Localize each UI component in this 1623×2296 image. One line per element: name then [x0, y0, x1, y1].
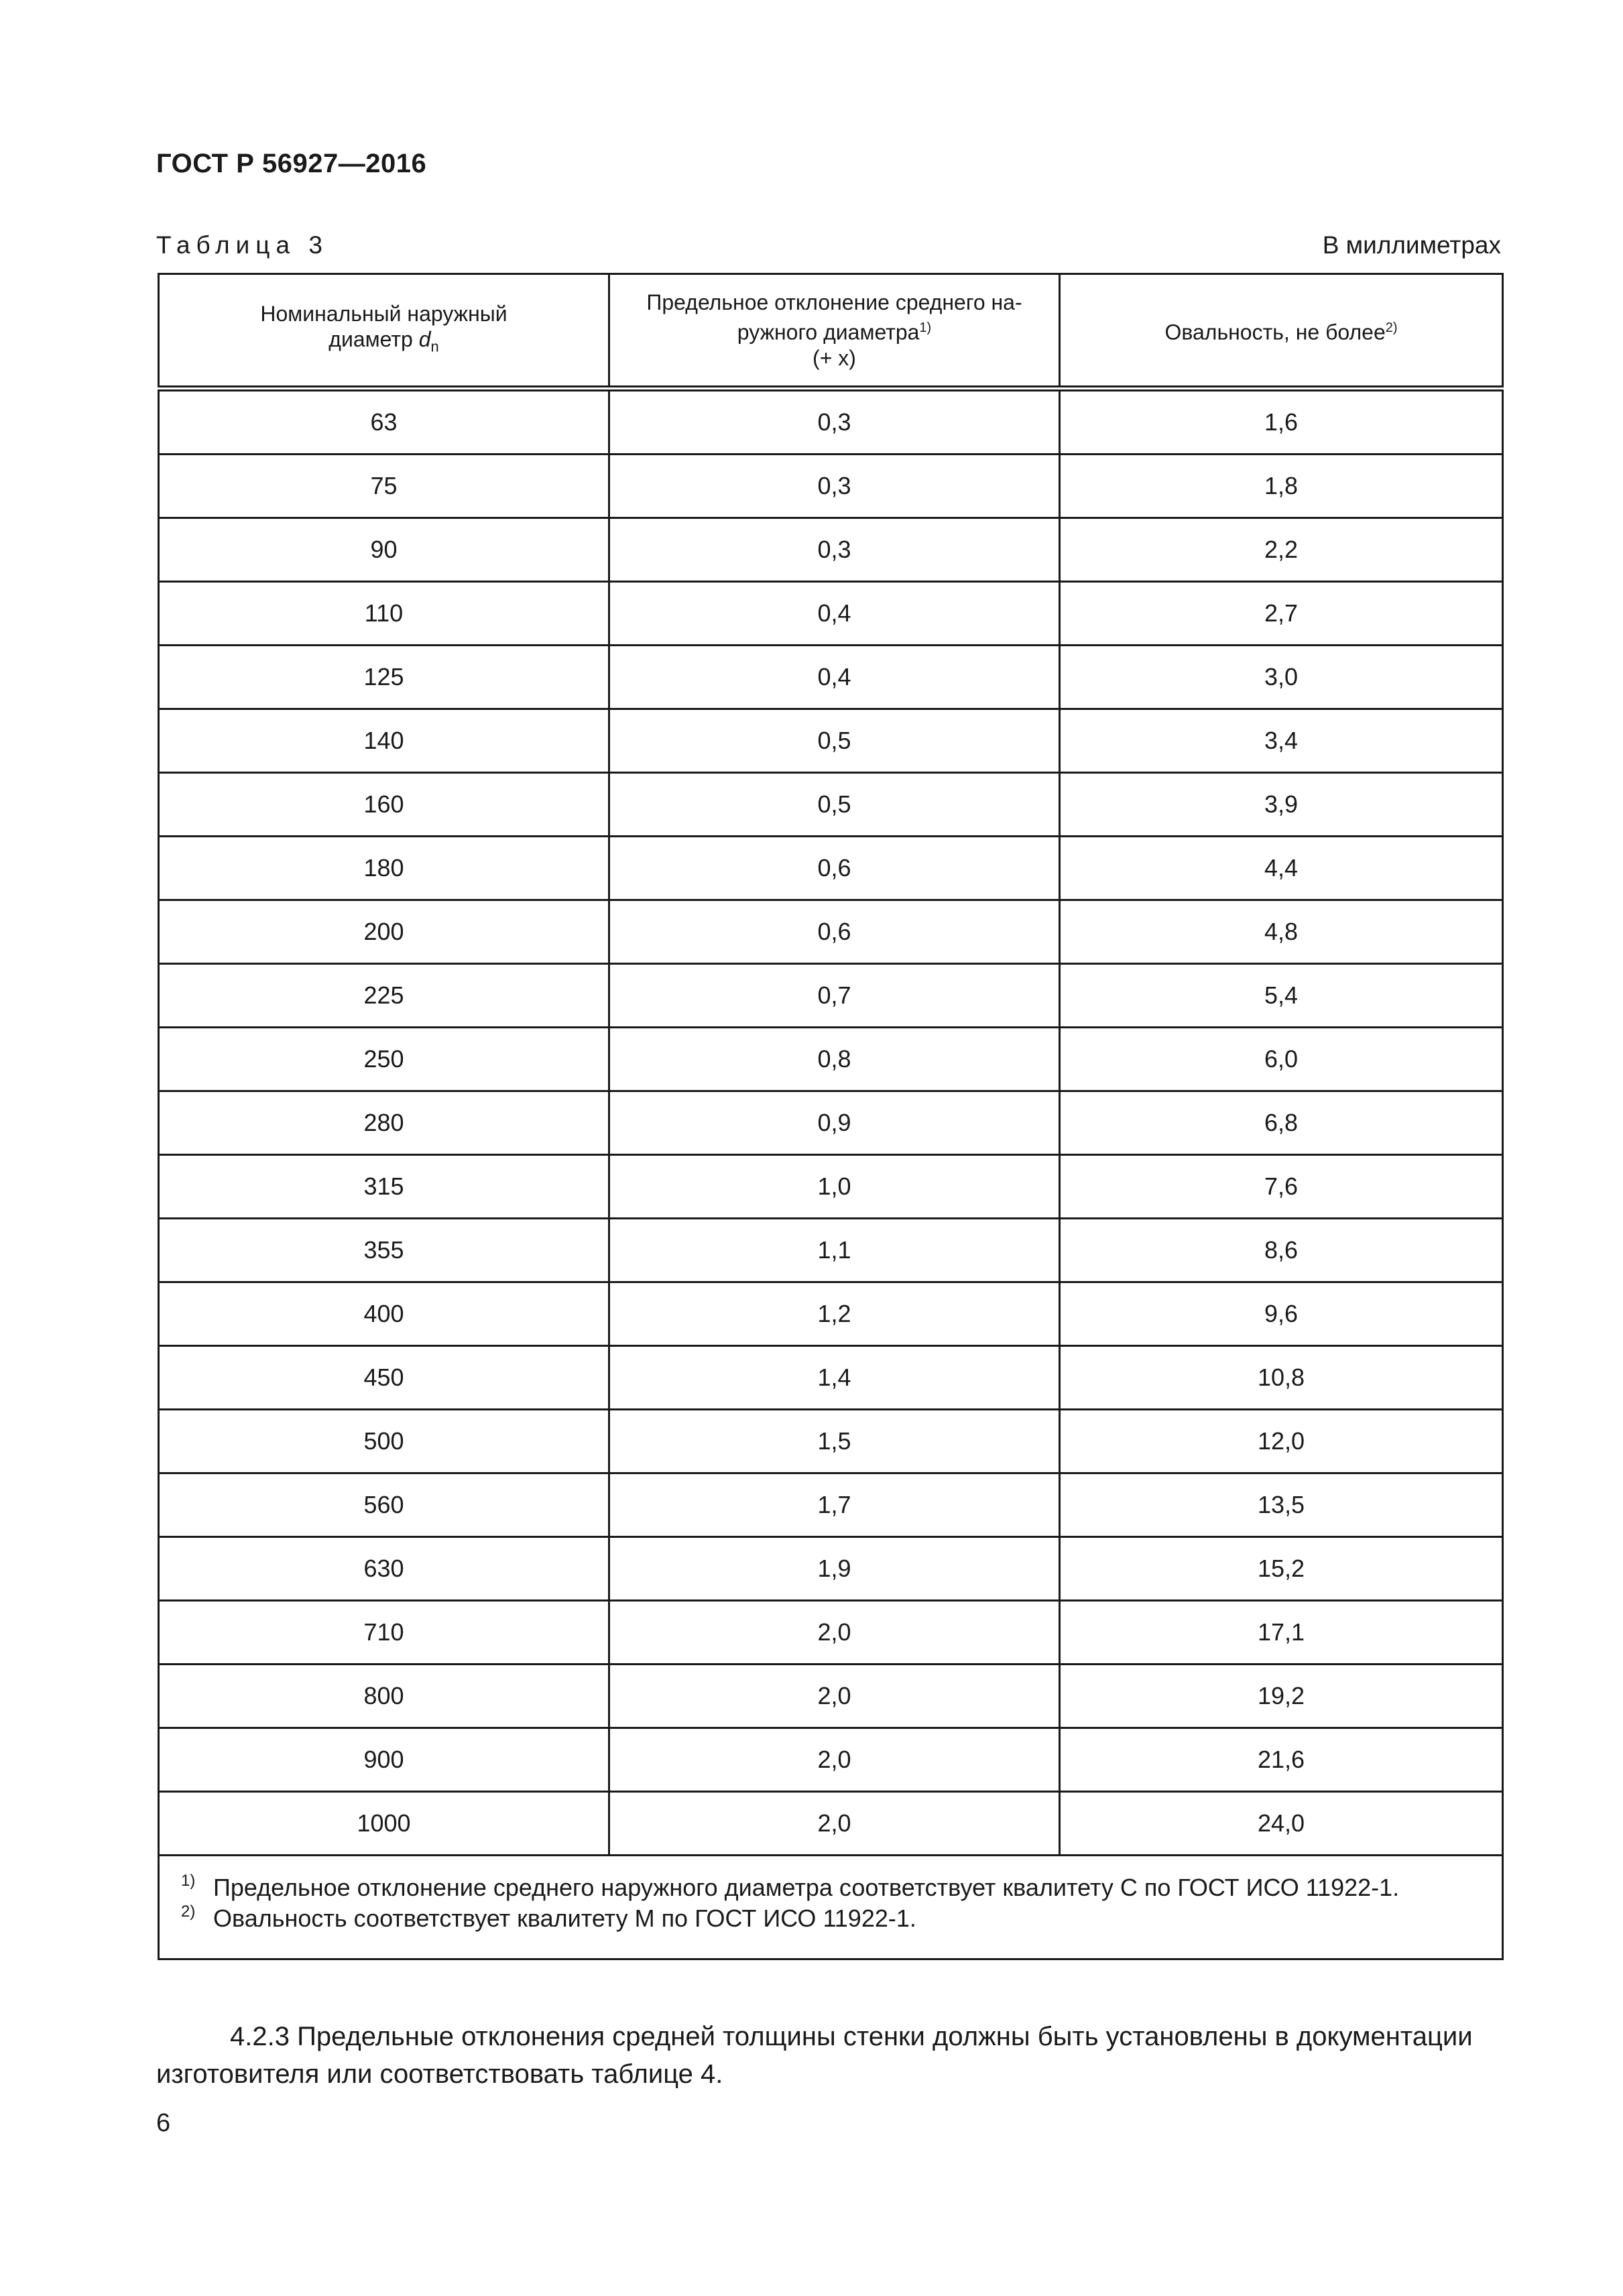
ovality-cell: 9,6	[1060, 1282, 1503, 1346]
deviation-cell: 2,0	[609, 1601, 1060, 1665]
deviation-cell: 0,8	[609, 1028, 1060, 1091]
ovality-cell: 21,6	[1060, 1728, 1503, 1792]
table-caption: Таблица 3	[156, 231, 328, 259]
ovality-cell: 2,2	[1060, 518, 1503, 582]
header-nominal-diameter	[159, 274, 609, 389]
table-row	[159, 1091, 1503, 1155]
nominal-diameter-cell: 250	[159, 1028, 609, 1091]
nominal-diameter-cell: 280	[159, 1091, 609, 1155]
table-row	[159, 1792, 1503, 1856]
table-row	[159, 582, 1503, 646]
nominal-diameter-cell: 225	[159, 964, 609, 1028]
deviation-cell: 0,5	[609, 709, 1060, 773]
ovality-cell: 1,8	[1060, 455, 1503, 518]
table-row	[159, 900, 1503, 964]
table-row	[159, 1155, 1503, 1219]
nominal-diameter-cell: 500	[159, 1410, 609, 1473]
footnote-ref-2: 2)	[1385, 320, 1398, 336]
header-deviation-line3: (+ x)	[813, 345, 856, 370]
nominal-diameter-cell: 900	[159, 1728, 609, 1792]
diameter-symbol: d	[418, 326, 431, 351]
nominal-diameter-cell: 110	[159, 582, 609, 646]
diameter-subscript: n	[430, 338, 439, 355]
nominal-diameter-cell: 450	[159, 1346, 609, 1410]
table-row	[159, 1028, 1503, 1091]
deviation-cell: 0,9	[609, 1091, 1060, 1155]
table-row	[159, 1473, 1503, 1537]
table-note-2	[181, 1902, 1502, 1934]
dimensions-table	[158, 273, 1504, 1960]
ovality-cell: 6,8	[1060, 1091, 1503, 1155]
nominal-diameter-cell: 560	[159, 1473, 609, 1537]
ovality-cell: 12,0	[1060, 1410, 1503, 1473]
deviation-cell: 0,6	[609, 900, 1060, 964]
table-row	[159, 1537, 1503, 1601]
nominal-diameter-cell: 63	[159, 389, 609, 455]
nominal-diameter-cell: 710	[159, 1601, 609, 1665]
table-note-1-mark: 1)	[181, 1872, 196, 1890]
deviation-cell: 0,4	[609, 582, 1060, 646]
ovality-cell: 13,5	[1060, 1473, 1503, 1537]
ovality-cell: 3,9	[1060, 773, 1503, 837]
nominal-diameter-cell: 315	[159, 1155, 609, 1219]
table-row	[159, 646, 1503, 709]
ovality-cell: 2,7	[1060, 582, 1503, 646]
clause-line-1: 4.2.3 Предельные отклонения средней толщины стенки должны быть установлены в документации	[230, 2022, 1473, 2051]
footnote-ref-1: 1)	[919, 320, 932, 336]
ovality-cell: 4,4	[1060, 837, 1503, 900]
ovality-cell: 15,2	[1060, 1537, 1503, 1601]
table-row	[159, 1728, 1503, 1792]
deviation-cell: 2,0	[609, 1728, 1060, 1792]
table-row	[159, 709, 1503, 773]
ovality-cell: 24,0	[1060, 1792, 1503, 1856]
header-deviation-line1: Предельное отклонение среднего на-	[646, 290, 1022, 315]
deviation-cell: 0,5	[609, 773, 1060, 837]
ovality-cell: 4,8	[1060, 900, 1503, 964]
nominal-diameter-cell: 140	[159, 709, 609, 773]
nominal-diameter-cell: 75	[159, 455, 609, 518]
table-row	[159, 518, 1503, 582]
nominal-diameter-cell: 355	[159, 1219, 609, 1282]
table-row	[159, 1410, 1503, 1473]
ovality-cell: 6,0	[1060, 1028, 1503, 1091]
clause-4-2-3	[156, 2018, 1502, 2093]
deviation-cell: 0,4	[609, 646, 1060, 709]
ovality-cell: 1,6	[1060, 389, 1503, 455]
deviation-cell: 1,7	[609, 1473, 1060, 1537]
table-units: В миллиметрах	[1322, 231, 1501, 259]
document-header: ГОСТ Р 56927—2016	[156, 149, 427, 178]
header-nominal-diameter-line1: Номинальный наружный	[260, 301, 507, 326]
table-notes	[159, 1856, 1503, 1959]
deviation-cell: 0,3	[609, 455, 1060, 518]
ovality-cell: 10,8	[1060, 1346, 1503, 1410]
deviation-cell: 2,0	[609, 1792, 1060, 1856]
deviation-cell: 0,3	[609, 389, 1060, 455]
deviation-cell: 1,5	[609, 1410, 1060, 1473]
deviation-cell: 1,9	[609, 1537, 1060, 1601]
deviation-cell: 1,2	[609, 1282, 1060, 1346]
nominal-diameter-cell: 160	[159, 773, 609, 837]
ovality-cell: 3,4	[1060, 709, 1503, 773]
table-note-2-mark: 2)	[181, 1902, 196, 1921]
nominal-diameter-cell: 1000	[159, 1792, 609, 1856]
ovality-cell: 8,6	[1060, 1219, 1503, 1282]
ovality-cell: 17,1	[1060, 1601, 1503, 1665]
table-row	[159, 773, 1503, 837]
table-row	[159, 1601, 1503, 1665]
table-row	[159, 1665, 1503, 1728]
nominal-diameter-cell: 125	[159, 646, 609, 709]
header-nominal-diameter-line2: диаметр	[328, 326, 419, 351]
deviation-cell: 1,0	[609, 1155, 1060, 1219]
table-notes-row	[159, 1856, 1503, 1959]
nominal-diameter-cell: 200	[159, 900, 609, 964]
deviation-cell: 1,4	[609, 1346, 1060, 1410]
nominal-diameter-cell: 180	[159, 837, 609, 900]
table-row	[159, 455, 1503, 518]
nominal-diameter-cell: 90	[159, 518, 609, 582]
deviation-cell: 2,0	[609, 1665, 1060, 1728]
table-row	[159, 389, 1503, 455]
table-body	[159, 389, 1503, 1856]
ovality-cell: 3,0	[1060, 646, 1503, 709]
ovality-cell: 19,2	[1060, 1665, 1503, 1728]
table-header-row	[159, 274, 1503, 389]
table-row	[159, 1219, 1503, 1282]
ovality-cell: 7,6	[1060, 1155, 1503, 1219]
table-row	[159, 1282, 1503, 1346]
header-ovality-text: Овальность, не более	[1164, 320, 1386, 345]
ovality-cell: 5,4	[1060, 964, 1503, 1028]
nominal-diameter-cell: 800	[159, 1665, 609, 1728]
table-row	[159, 837, 1503, 900]
deviation-cell: 0,6	[609, 837, 1060, 900]
table-note-1-text: Предельное отклонение среднего наружного диаметра соответствует квалитету С по ГОСТ ИСО 11922-1.	[213, 1874, 1400, 1901]
header-deviation-line2: ружного диаметра	[737, 320, 920, 345]
nominal-diameter-cell: 400	[159, 1282, 609, 1346]
table-row	[159, 964, 1503, 1028]
header-ovality	[1060, 274, 1503, 389]
deviation-cell: 0,3	[609, 518, 1060, 582]
table-note-1	[181, 1872, 1502, 1903]
deviation-cell: 1,1	[609, 1219, 1060, 1282]
page-number: 6	[156, 2109, 171, 2137]
table-note-2-text: Овальность соответствует квалитету М по ГОСТ ИСО 11922-1.	[213, 1905, 916, 1932]
nominal-diameter-cell: 630	[159, 1537, 609, 1601]
deviation-cell: 0,7	[609, 964, 1060, 1028]
clause-line-2: изготовителя или соответствовать таблице 4.	[156, 2059, 723, 2089]
table-row	[159, 1346, 1503, 1410]
header-mean-diameter-deviation	[609, 274, 1060, 389]
